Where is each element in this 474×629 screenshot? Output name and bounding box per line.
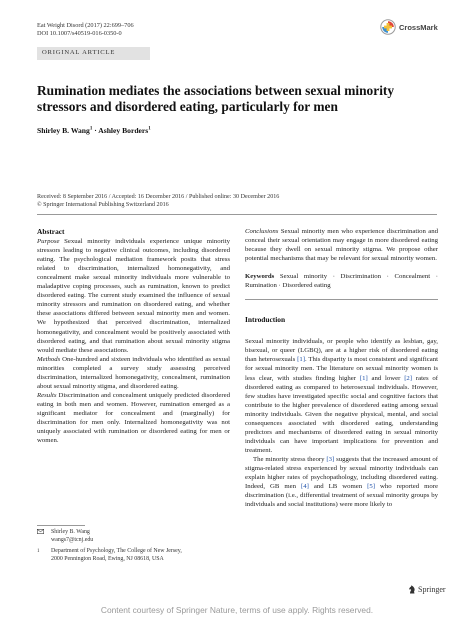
affiliation [37,548,182,563]
intro-text: . This disparity is most consistent and significant for sexual minority men. The literature on sexual minority women is less clear, with studies finding higher [245,356,438,382]
chess-knight-icon [408,585,416,594]
footnote-divider [37,525,85,526]
courtesy-notice: Content courtesy of Springer Nature, terms of use apply. Rights reserved. [100,605,374,615]
abstract-results [37,391,230,445]
doi: DOI 10.1007/s40519-016-0350-0 [37,30,122,38]
citation-link[interactable]: [1] [359,374,368,382]
methods-text: One-hundred and sixteen individuals who identified as sexual minorities completed a survey study assessing perceived discrimination, internalized homonegativity, concealment, rumination about sexual minority stigma, and disordered eating. [37,355,231,390]
crossmark-badge[interactable] [380,19,438,35]
affiliation-line: 2000 Pennington Road, Ewing, NJ 08618, USA [51,555,164,562]
intro-text: and LB women [308,483,368,491]
purpose-label: Purpose [37,238,60,246]
citation-link[interactable]: [5] [367,483,376,491]
intro-text: who reported more discrimination (i.e., differential treatment of sexual minority groups by individuals and social institutions) were more likely to [245,483,438,509]
affiliation-line: Department of Psychology, The College of New Jersey, [51,548,182,555]
keywords-label: Keywords [245,273,275,281]
intro-text: and lower [367,374,405,382]
article-type: ORIGINAL ARTICLE [42,49,116,56]
abstract-methods [37,355,230,391]
citation-link[interactable]: [1] [297,356,305,364]
conclusions-label: Conclusions [245,228,279,235]
abstract-purpose [37,237,230,355]
citation-link[interactable]: [2] [404,374,413,382]
springer-logo [408,585,446,594]
divider [37,214,437,215]
left-column [37,227,230,445]
citation-link[interactable]: [4] [301,483,309,491]
author-name[interactable]: Ashley Borders [98,126,149,135]
right-column [245,227,438,509]
crossmark-label: CrossMark [399,22,438,32]
journal-meta [37,22,134,38]
author-name[interactable]: Shirley B. Wang [37,126,90,135]
publisher-name: Springer [418,585,446,594]
keywords-text: Sexual minority · Discrimination · Concealment · Rumination · Disordered eating [245,273,438,290]
author-affiliation-mark: 1 [148,126,151,132]
envelope-icon [37,529,45,544]
purpose-text: Sexual minority individuals experience unique minority stressors leading to negative clinical outcomes, including disordered eating. The psychological mediation framework posits that stress related to discrimination, internalized homonegativity, and concealment make sexual minority individuals more vulnerable to maladaptive coping processes, such as rumination, known to predict disordered eating. The current study examined the influence of sexual minority stressors and rumination on disordered eating, and whether these associations differed between sexual minority men and women. We hypothesized that perceived discrimination, internalized homonegativity, and concealment would be positively associated with disordered eating, and that rumination about sexual minority stigma would mediate these associations. [37,238,230,354]
affiliation-mark: 1 [37,549,40,555]
article-title: Rumination mediates the associations between sexual minority stressors and disordered eating, particularly for men [37,83,395,114]
author-list [37,126,151,135]
corresponding-email[interactable]: wangs7@tcnj.edu [51,536,94,543]
crossmark-icon [380,19,396,35]
keywords [245,272,438,290]
history-dates: Received: 8 September 2016 / Accepted: 16 December 2016 / Published online: 30 December 2016 [37,194,280,200]
intro-text: rates of disordered eating as compared to heterosexual individuals. However, few studies have investigated specific social and cognitive factors that contribute to the higher prevalence of disordered eating among sexual minority individuals. Given the negative physical, mental, and social consequences associated with disordered eating, understanding predictors and mechanisms of disordered eating in sexual minority individuals can have important implications for prevention and treatment. [245,374,438,454]
citation-link[interactable]: [3] [326,455,335,463]
results-label: Results [37,391,57,399]
author-affiliation-mark: 1 [89,126,93,132]
results-text: Discrimination and concealment uniquely predicted disordered eating in both men and women. However, rumination emerged as a significant mediator for concealment and (marginally) for discrimination for men only. Internalized homonegativity was not uniquely associated with rumination or disordered eating for men or women. [37,391,231,445]
corresponding-name: Shirley B. Wang [51,529,90,535]
copyright-line: © Springer International Publishing Switzerland 2016 [37,202,169,208]
introduction-heading: Introduction [245,315,286,325]
introduction-paragraph [245,455,438,509]
author-separator: · [94,126,97,135]
publication-dates [37,193,279,209]
conclusions-text: Sexual minority men who experience discrimination and conceal their sexual orientation may engage in more disordered eating because they dwell on sexual minority stigma. We propose other potential mechanisms that may be relevant for sexual minority women. [245,228,439,263]
methods-label: Methods [37,355,61,363]
intro-text: suggests that the increased amount of stigma-related stress experienced by sexual minority individuals can explain higher rates of psychopathology, including disordered eating. Indeed, GB men [245,455,438,491]
abstract-conclusions [245,227,438,263]
intro-text: Sexual minority individuals, or people who identify as lesbian, gay, bisexual, or queer (LGBQ), are at a higher risk of disordered eating than heterosexuals [245,338,438,364]
corresponding-author [37,529,182,544]
abstract-heading: Abstract [37,227,65,236]
intro-text: The minority stress theory [253,455,327,463]
journal-citation: Eat Weight Disord (2017) 22:699–706 [37,22,134,29]
footnotes [37,529,182,567]
introduction-paragraph [245,337,438,455]
section-divider [245,290,438,300]
